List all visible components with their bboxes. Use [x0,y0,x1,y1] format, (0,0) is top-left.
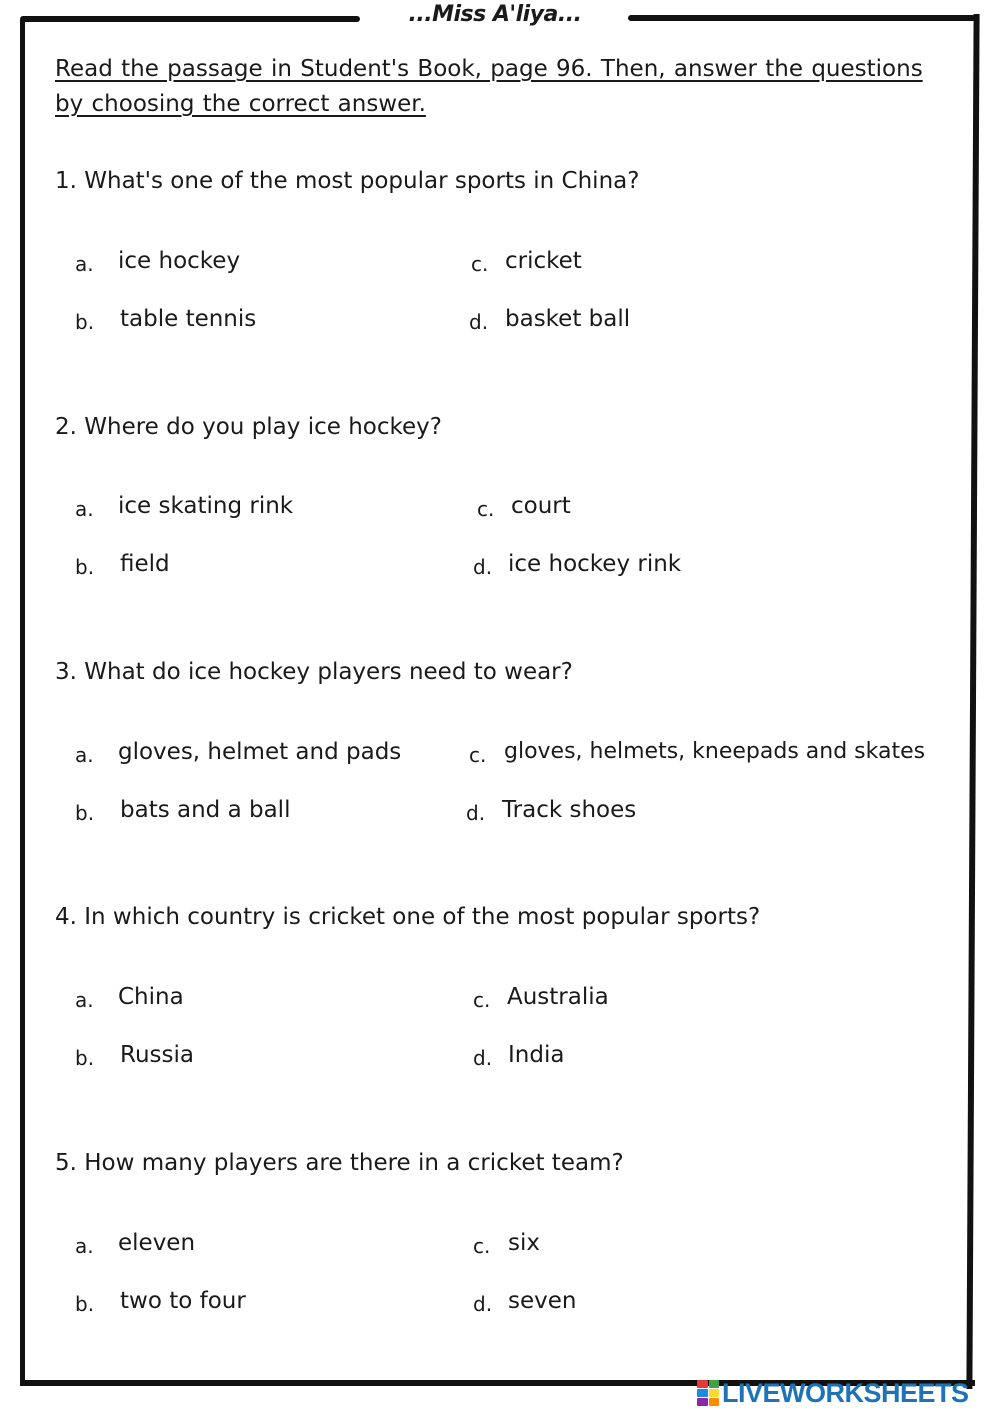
option-q4-d[interactable]: India [508,1042,565,1068]
option-letter: a. [75,1234,94,1258]
page-border-right [966,14,979,1389]
option-letter: d. [473,555,493,579]
question-4: 4. In which country is cricket one of the most popular sports? [55,904,761,930]
option-q1-b[interactable]: table tennis [120,306,257,332]
option-q3-b[interactable]: bats and a ball [120,797,291,823]
question-5: 5. How many players are there in a cricket team? [55,1150,624,1176]
header-title: ...Miss A'liya... [408,2,582,27]
option-q5-d[interactable]: seven [508,1288,577,1314]
liveworksheets-logo-icon [697,1380,719,1406]
option-letter: b. [75,555,95,579]
option-q4-b[interactable]: Russia [120,1042,194,1068]
option-letter: b. [75,1292,95,1316]
option-q3-d[interactable]: Track shoes [502,797,637,823]
option-letter: c. [477,497,495,521]
option-letter: b. [75,1046,95,1070]
question-1: 1. What's one of the most popular sports in China? [55,168,640,194]
option-q5-b[interactable]: two to four [120,1288,246,1314]
header-rule-left [20,16,360,22]
option-q1-a[interactable]: ice hockey [118,248,241,274]
option-letter: c. [473,988,491,1012]
option-q2-d[interactable]: ice hockey rink [508,551,682,577]
option-letter: a. [75,252,94,276]
option-q2-c[interactable]: court [511,493,571,519]
option-letter: b. [75,801,95,825]
option-q1-d[interactable]: basket ball [505,306,631,332]
option-q1-c[interactable]: cricket [505,248,582,274]
option-q3-c[interactable]: gloves, helmets, kneepads and skates [504,739,926,764]
option-letter: d. [469,310,489,334]
option-q4-a[interactable]: China [118,984,184,1010]
option-letter: b. [75,310,95,334]
option-q3-a[interactable]: gloves, helmet and pads [118,739,402,765]
option-letter: d. [473,1046,493,1070]
option-q5-a[interactable]: eleven [118,1230,196,1256]
liveworksheets-logo [697,1378,969,1408]
option-q2-b[interactable]: field [120,551,170,577]
option-letter: a. [75,743,94,767]
option-letter: d. [473,1292,493,1316]
question-3: 3. What do ice hockey players need to wear? [55,659,573,685]
option-letter: c. [469,743,487,767]
option-q5-c[interactable]: six [508,1230,540,1256]
option-letter: c. [473,1234,491,1258]
option-letter: a. [75,988,94,1012]
option-q2-a[interactable]: ice skating rink [118,493,294,519]
liveworksheets-logo-text: LIVEWORKSHEETS [722,1377,969,1408]
option-q4-c[interactable]: Australia [507,984,609,1010]
instructions: Read the passage in Student's Book, page 96. Then, answer the questions by choosing the correct answer. [55,56,923,117]
page-border-left [20,20,25,1385]
header-rule-right [628,15,976,21]
question-2: 2. Where do you play ice hockey? [55,414,442,440]
option-letter: d. [466,801,486,825]
option-letter: c. [471,252,489,276]
option-letter: a. [75,497,94,521]
